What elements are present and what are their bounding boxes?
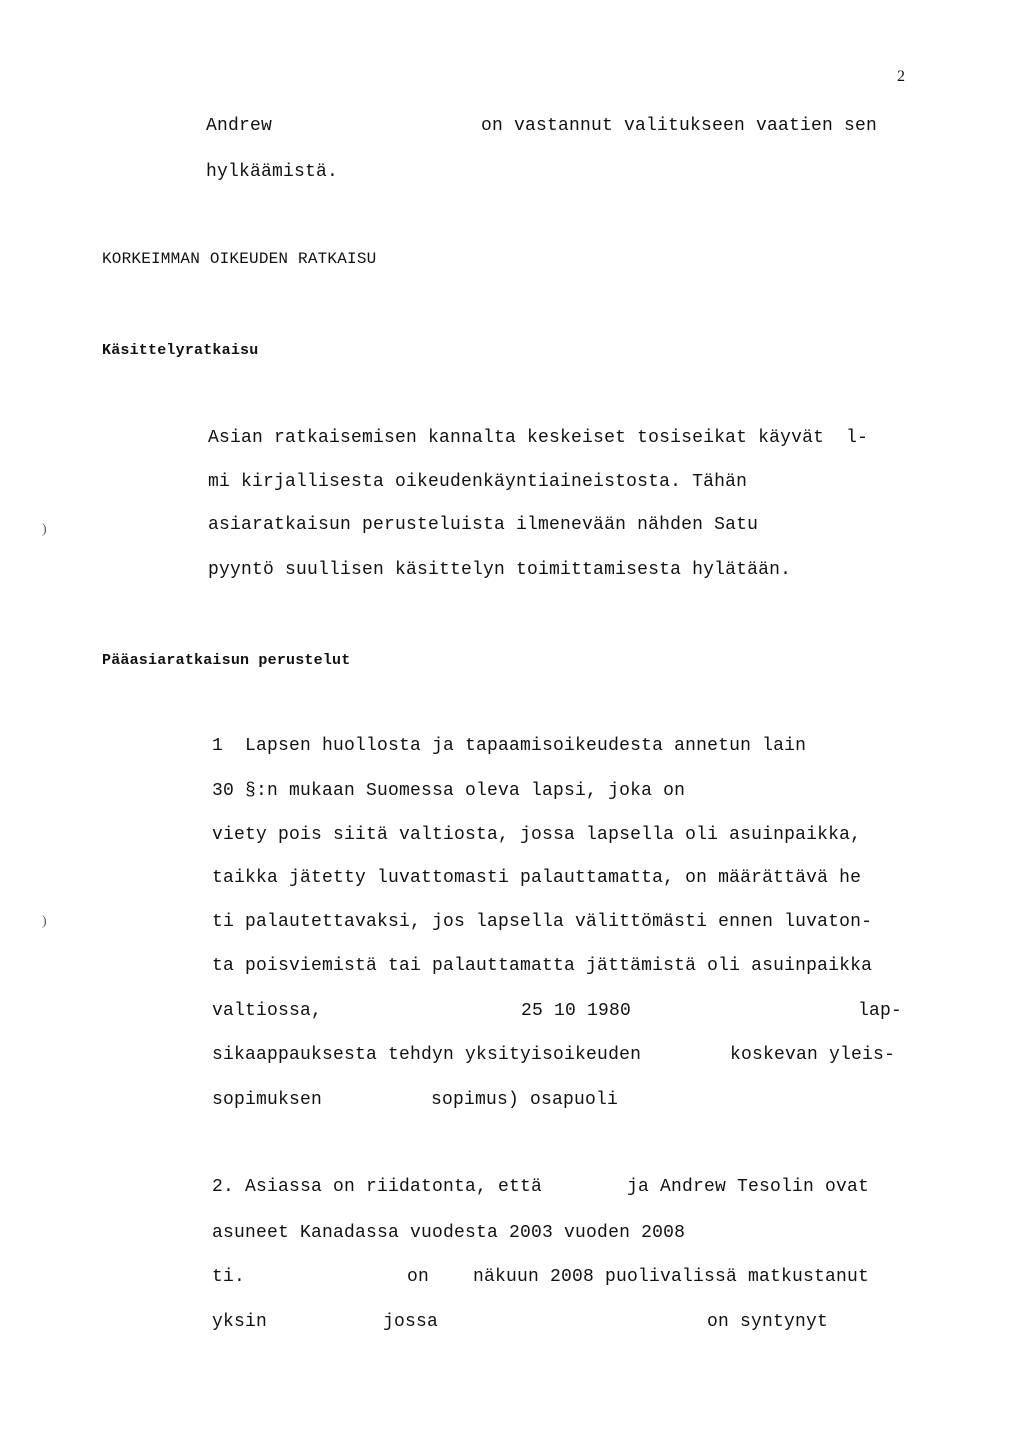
para1-line-8b: koskevan yleis- xyxy=(730,1045,896,1065)
para1-line-8a: sikaappauksesta tehdyn yksityisoikeuden xyxy=(212,1045,642,1065)
page-number: 2 xyxy=(897,68,906,85)
para2-line-1b: ja Andrew Tesolin ovat xyxy=(627,1177,870,1197)
para1-line-5: ti palautettavaksi, jos lapsella välittömästi ennen luvaton- xyxy=(212,912,873,932)
para1-line-7a: valtiossa, xyxy=(212,1001,323,1021)
procedural-line-2: mi kirjallisesta oikeudenkäyntiaineistosta. Tähän xyxy=(208,472,748,492)
heading-court-decision: KORKEIMMAN OIKEUDEN RATKAISU xyxy=(102,250,377,268)
reply-line-1b: on vastannut valitukseen vaatien sen xyxy=(481,116,878,136)
reply-line-1a: Andrew xyxy=(206,116,273,136)
para2-line-4b: jossa xyxy=(383,1312,439,1332)
margin-mark-2: ) xyxy=(42,914,47,929)
para2-line-2: asuneet Kanadassa vuodesta 2003 vuoden 2008 xyxy=(212,1223,686,1243)
para2-line-3b: on xyxy=(407,1267,430,1287)
procedural-line-4: pyyntö suullisen käsittelyn toimittamisesta hylätään. xyxy=(208,560,792,580)
para1-line-9b: sopimus) osapuoli xyxy=(431,1090,619,1110)
procedural-line-3: asiaratkaisun perusteluista ilmenevään nähden Satu xyxy=(208,515,759,535)
para2-line-3a: ti. xyxy=(212,1267,246,1287)
para1-line-9a: sopimuksen xyxy=(212,1090,323,1110)
para1-line-4: taikka jätetty luvattomasti palauttamatta, on määrättävä he xyxy=(212,868,862,888)
para2-line-4c: on syntynyt xyxy=(707,1312,829,1332)
para1-line-1: 1 Lapsen huollosta ja tapaamisoikeudesta annetun lain xyxy=(212,736,807,756)
reply-line-2: hylkäämistä. xyxy=(206,162,339,182)
heading-procedural-decision: Käsittelyratkaisu xyxy=(102,342,259,359)
para1-line-3: viety pois siitä valtiosta, jossa lapsella oli asuinpaikka, xyxy=(212,825,862,845)
para2-line-3c: näkuun 2008 puolivalissä matkustanut xyxy=(473,1267,870,1287)
para2-line-1a: 2. Asiassa on riidatonta, että xyxy=(212,1177,543,1197)
para1-line-2: 30 §:n mukaan Suomessa oleva lapsi, joka on xyxy=(212,781,686,801)
procedural-line-1: Asian ratkaisemisen kannalta keskeiset tosiseikat käyvät l- xyxy=(208,428,869,448)
margin-mark-1: ) xyxy=(42,522,47,537)
para1-line-7c: lap- xyxy=(858,1001,903,1021)
heading-main-reasons: Pääasiaratkaisun perustelut xyxy=(102,652,351,669)
para1-line-6: ta poisviemistä tai palauttamatta jättämistä oli asuinpaikka xyxy=(212,956,873,976)
para2-line-4a: yksin xyxy=(212,1312,268,1332)
para1-line-7b: 25 10 1980 xyxy=(521,1001,632,1021)
